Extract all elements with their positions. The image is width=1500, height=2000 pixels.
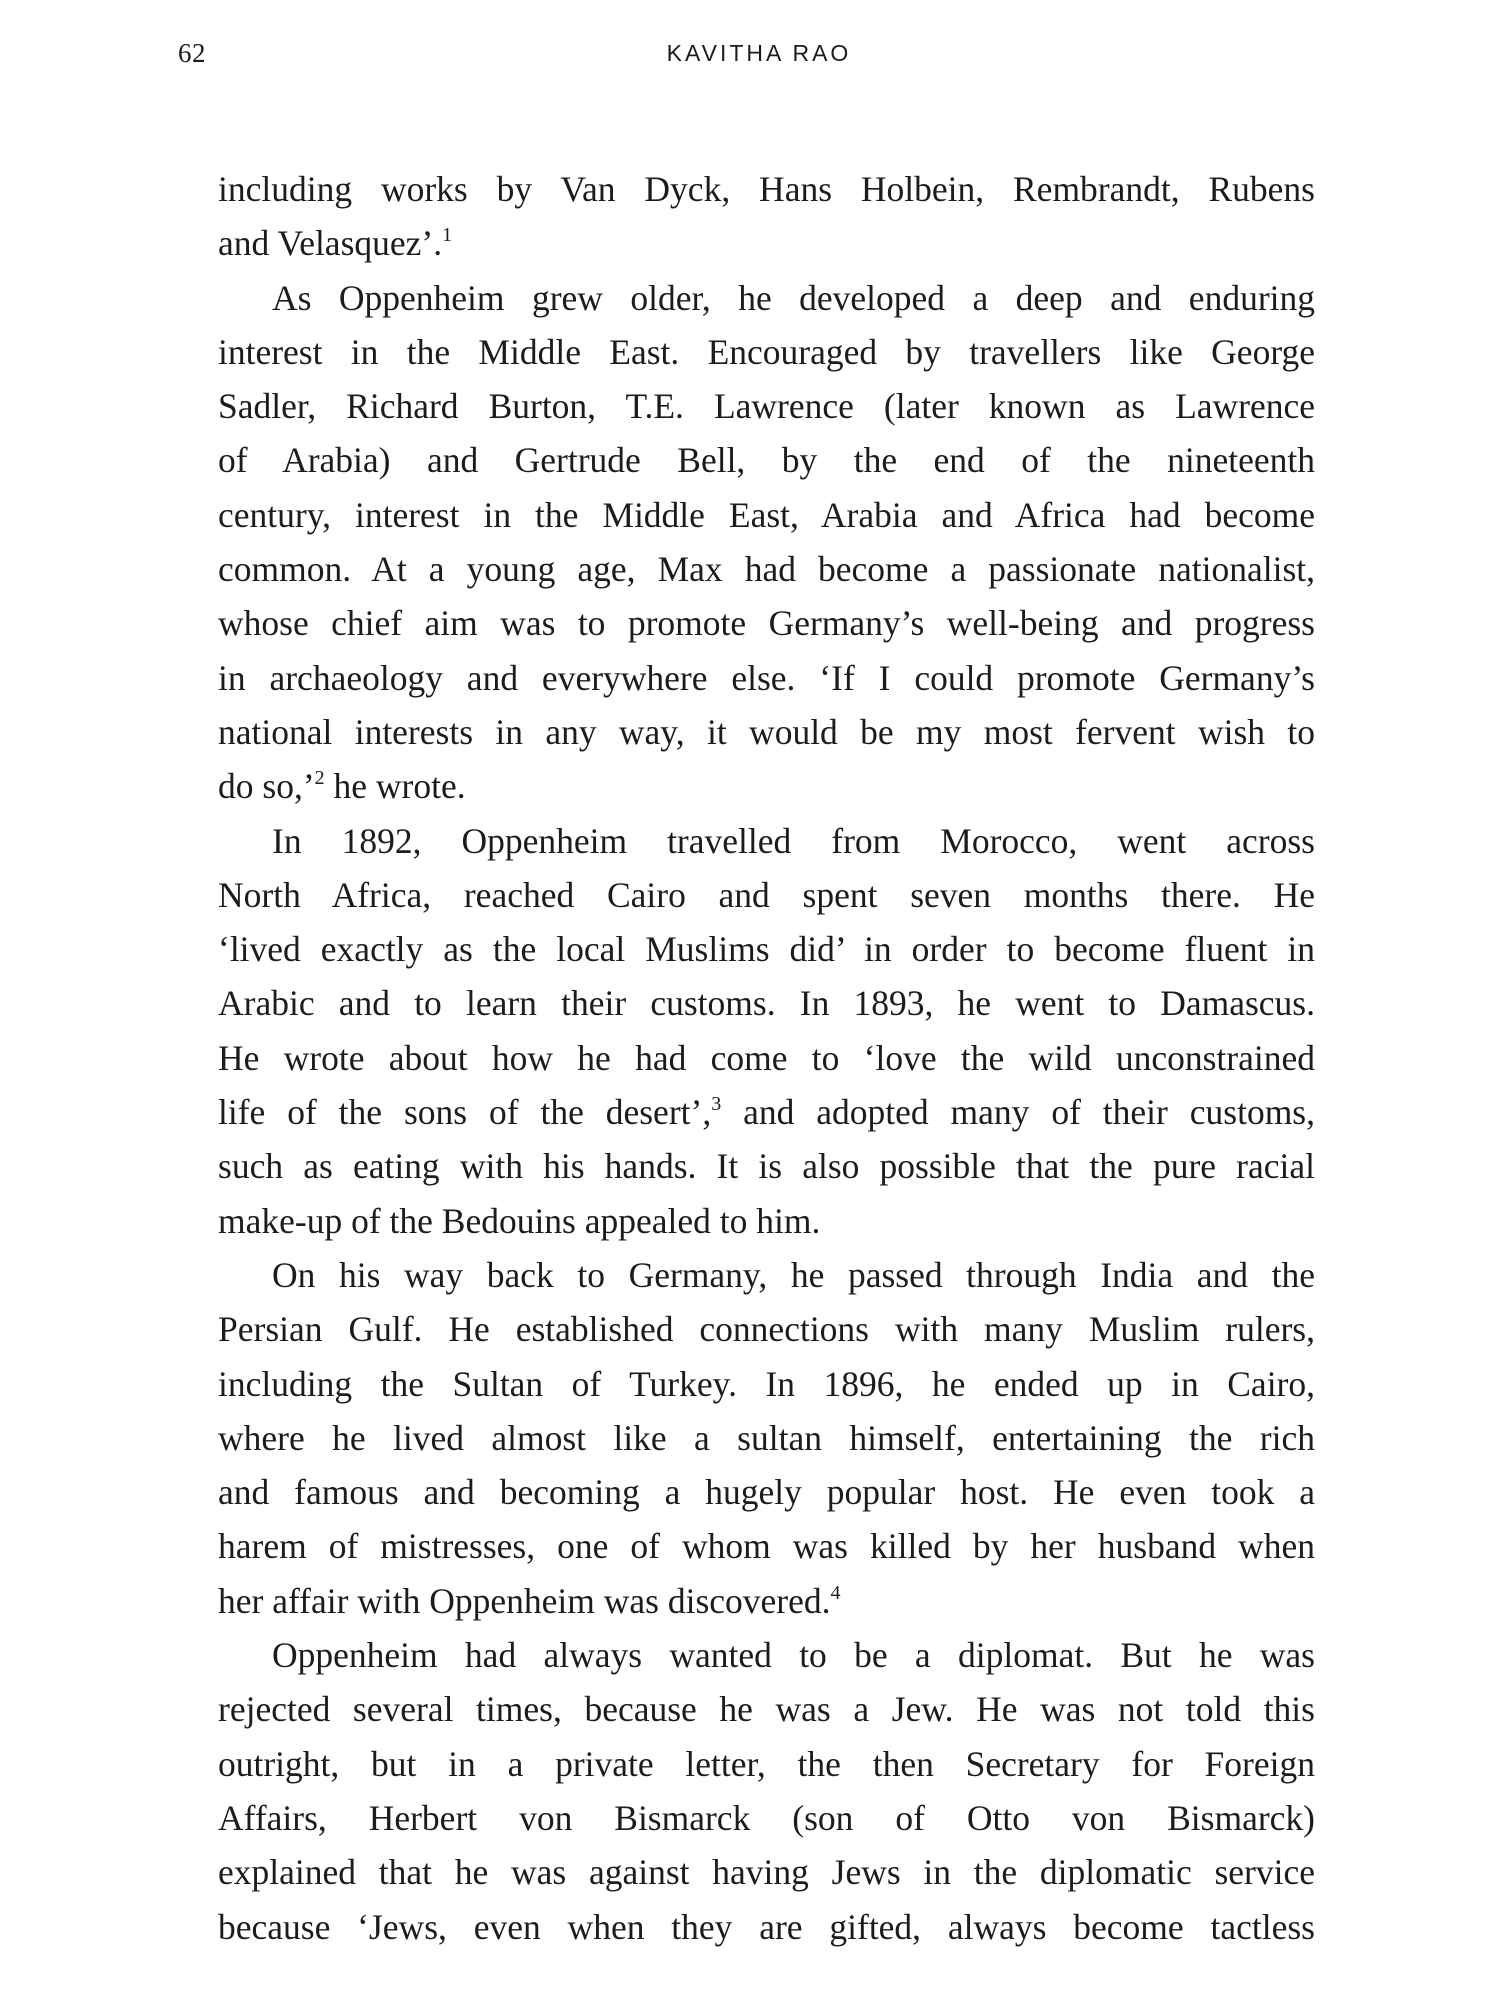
text-line: including works by Van Dyck, Hans Holbein, Rembrandt, Rubens — [218, 169, 1315, 209]
text-line: and Velasquez’.$^1$ — [218, 223, 453, 264]
paragraph — [218, 162, 1315, 271]
footnote-marker: 4 — [830, 1581, 841, 1604]
text-line: her affair with Oppenheim was discovered.$^4$ — [218, 1580, 841, 1621]
running-head — [0, 38, 1500, 78]
text-line: such as eating with his hands. It is also possible that the pure racial — [218, 1146, 1315, 1187]
text-line: national interests in any way, it would be my most fervent wish to — [218, 711, 1315, 752]
running-title: KAVITHA RAO — [666, 40, 852, 66]
text-line: whose chief aim was to promote Germany’s well-being and progress — [218, 603, 1315, 644]
text-line: of Arabia) and Gertrude Bell, by the end of the nineteenth — [218, 440, 1315, 481]
text-line: outright, but in a private letter, the then Secretary for Foreign — [218, 1743, 1315, 1784]
text-line: and famous and becoming a hugely popular host. He even took a — [218, 1472, 1315, 1513]
text-line: Persian Gulf. He established connections with many Muslim rulers, — [218, 1309, 1315, 1350]
text-line: Affairs, Herbert von Bismarck (son of Otto von Bismarck) — [218, 1797, 1315, 1838]
text-line: He wrote about how he had come to ‘love the wild unconstrained — [218, 1037, 1315, 1078]
text-line: explained that he was against having Jews in the diplomatic service — [218, 1852, 1315, 1893]
text-line: do so,’$^2$ he wrote. — [218, 766, 466, 807]
text-line: In 1892, Oppenheim travelled from Morocco, went across — [272, 820, 1315, 861]
text-line: where he lived almost like a sultan himself, entertaining the rich — [218, 1417, 1315, 1458]
paragraph — [218, 1248, 1315, 1628]
text-line: Sadler, Richard Burton, T.E. Lawrence (later known as Lawrence — [218, 386, 1315, 427]
footnote-marker: 2 — [314, 767, 325, 790]
text-line: because ‘Jews, even when they are gifted, always become tactless — [218, 1906, 1315, 1947]
text-line: interest in the Middle East. Encouraged by travellers like George — [218, 331, 1315, 372]
paragraph — [218, 271, 1315, 814]
paragraph — [218, 1628, 1315, 1954]
text-line: make-up of the Bedouins appealed to him. — [218, 1200, 821, 1241]
text-line: Arabic and to learn their customs. In 1893, he went to Damascus. — [218, 983, 1315, 1024]
text-line: century, interest in the Middle East, Arabia and Africa had become — [218, 494, 1315, 535]
page-number: 62 — [178, 38, 206, 68]
text-line: On his way back to Germany, he passed through India and the — [272, 1254, 1315, 1295]
text-line: As Oppenheim grew older, he developed a deep and enduring — [272, 277, 1315, 318]
text-line: North Africa, reached Cairo and spent seven months there. He — [218, 874, 1315, 915]
text-line: common. At a young age, Max had become a passionate nationalist, — [218, 549, 1315, 590]
footnote-marker: 1 — [442, 224, 453, 247]
text-line: Oppenheim had always wanted to be a diplomat. But he was — [272, 1635, 1315, 1676]
text-line: in archaeology and everywhere else. ‘If I could promote Germany’s — [218, 657, 1315, 698]
text-line: including the Sultan of Turkey. In 1896, he ended up in Cairo, — [218, 1363, 1315, 1404]
text-line: life of the sons of the desert’,$^3$ and adopted many of their customs, — [218, 1092, 1315, 1133]
footnote-marker: 3 — [711, 1093, 722, 1116]
body-text — [218, 162, 1315, 1954]
text-line: harem of mistresses, one of whom was killed by her husband when — [218, 1526, 1315, 1567]
paragraph — [218, 814, 1315, 1248]
text-line: rejected several times, because he was a Jew. He was not told this — [218, 1689, 1315, 1730]
text-line: ‘lived exactly as the local Muslims did’ in order to become fluent in — [218, 929, 1315, 970]
